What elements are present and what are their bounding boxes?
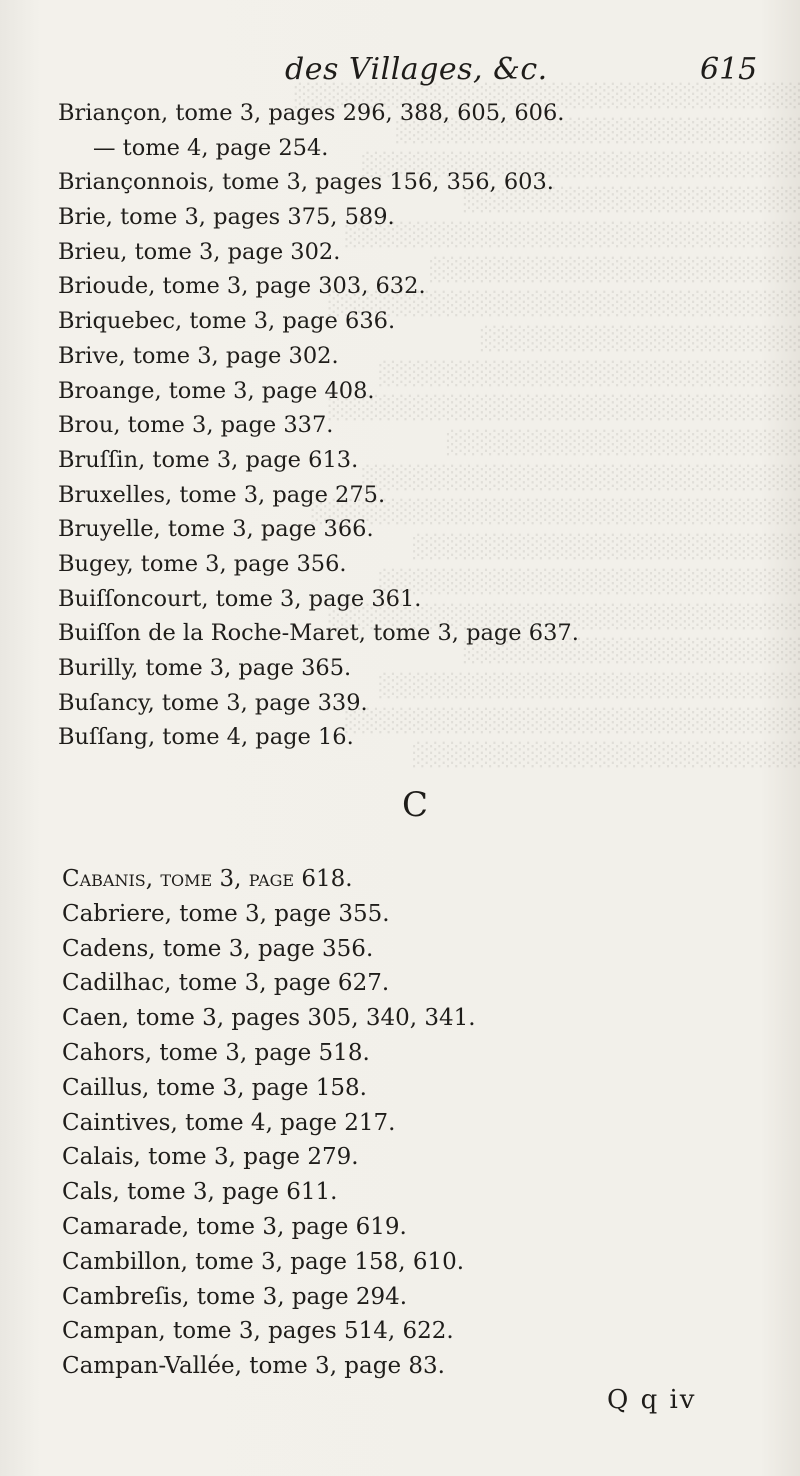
index-entry: Caen, tome 3, pages 305, 340, 341.: [62, 1005, 476, 1032]
show-through-texture: ░░░░░░░░░░░░░░░░░░░░░░░░░░░░░░ ░░░░░░░░░░░░░░░░░░░░░░░░ ░░░░░░░░░░░░░░░░░░░░░░░░░░ ░░░░░░░░░░░░░░░░░░░░ ░░░░░░░░░░░░░░░░░░░░░░░░░░░ ░░░░░░░░░░░░░░░░░░░░░░ ░░░░░░░░░░░░░░░░░░░░░░░░░░░░ ░░░░░░░░░░░░░░░░░░░ ░░░░░░░░░░░░░░░░░░░░░░░░░ ░░░░░░░░░░░░░░░░░░░░░░░░░░░░ ░░░░░░░░░░░░░░░░░░░░░ ░░░░░░░░░░░░░░░░░░░░░░░░░░ ░░░░░░░░░░░░░░░░░░░░░░░░░░░░░ ░░░░░░░░░░░░░░░░░░░░░░░ ░░░░░░░░░░░░░░░░░░░░░░░░░ ░░░░░░░░░░░░░░░░░░░░░░░░░░░░ ░░░░░░░░░░░░░░░░░░░░ ░░░░░░░░░░░░░░░░░░░░░░░░░ ░░░░░░░░░░░░░░░░░░░░░░░░░░░ ░░░░░░░░░░░░░░░░░░░░░░░: [292, 84, 800, 769]
index-entry: Cambillon, tome 3, page 158, 610.: [62, 1248, 465, 1275]
index-entry: Broange, tome 3, page 408.: [58, 377, 375, 404]
index-entry: Bugey, tome 3, page 356.: [58, 550, 347, 577]
running-head: des Villages, &c.: [285, 52, 548, 87]
index-entries-b: [58, 96, 788, 755]
index-entry: Cahors, tome 3, page 518.: [62, 1039, 370, 1066]
index-entry: Brieu, tome 3, page 302.: [58, 238, 341, 265]
index-entry: Bruſſin, tome 3, page 613.: [58, 446, 359, 473]
index-entry: Bruxelles, tome 3, page 275.: [58, 481, 386, 508]
index-entry: Bruyelle, tome 3, page 366.: [58, 516, 374, 543]
index-entry: Briançonnois, tome 3, pages 156, 356, 603.: [58, 169, 554, 196]
page-number: 615: [700, 52, 758, 87]
index-entry-continuation: — tome 4, page 254.: [93, 134, 329, 161]
section-heading-letter: C: [402, 785, 429, 825]
index-entry: Brie, tome 3, pages 375, 589.: [58, 204, 395, 231]
index-entry: Cabanis, tome 3, page 618.: [62, 866, 353, 892]
index-entry: Buſſang, tome 4, page 16.: [58, 724, 354, 751]
index-entry: Cadens, tome 3, page 356.: [62, 935, 374, 962]
index-entry: Buſancy, tome 3, page 339.: [58, 689, 368, 716]
index-entry: Campan-Vallée, tome 3, page 83.: [62, 1353, 445, 1380]
index-entry: Burilly, tome 3, page 365.: [58, 655, 352, 681]
signature-mark: Q q iv: [607, 1385, 697, 1415]
index-entry: Brou, tome 3, page 337.: [58, 412, 334, 439]
index-entry: Briançon, tome 3, pages 296, 388, 605, 606.: [58, 100, 565, 126]
index-entry: Cals, tome 3, page 611.: [62, 1179, 338, 1206]
index-entries-c: [62, 862, 792, 1384]
index-entry: Cabriere, tome 3, page 355.: [62, 900, 390, 927]
index-entry: Brioude, tome 3, page 303, 632.: [58, 273, 426, 300]
index-entry: Caillus, tome 3, page 158.: [62, 1074, 367, 1101]
index-entry: Calais, tome 3, page 279.: [62, 1144, 359, 1171]
page-header: [0, 52, 800, 92]
index-entry: Briquebec, tome 3, page 636.: [58, 308, 396, 335]
index-entry: Camarade, tome 3, page 619.: [62, 1213, 407, 1240]
index-entry: Buiſſoncourt, tome 3, page 361.: [58, 585, 422, 612]
index-entry: Caintives, tome 4, page 217.: [62, 1109, 396, 1136]
index-entry: Cambreſis, tome 3, page 294.: [62, 1283, 408, 1310]
index-entry: Buiſſon de la Roche-Maret, tome 3, page 637.: [58, 620, 579, 647]
index-entry: Campan, tome 3, pages 514, 622.: [62, 1318, 454, 1345]
index-entry: Brive, tome 3, page 302.: [58, 342, 339, 369]
index-entry: Cadilhac, tome 3, page 627.: [62, 970, 390, 997]
